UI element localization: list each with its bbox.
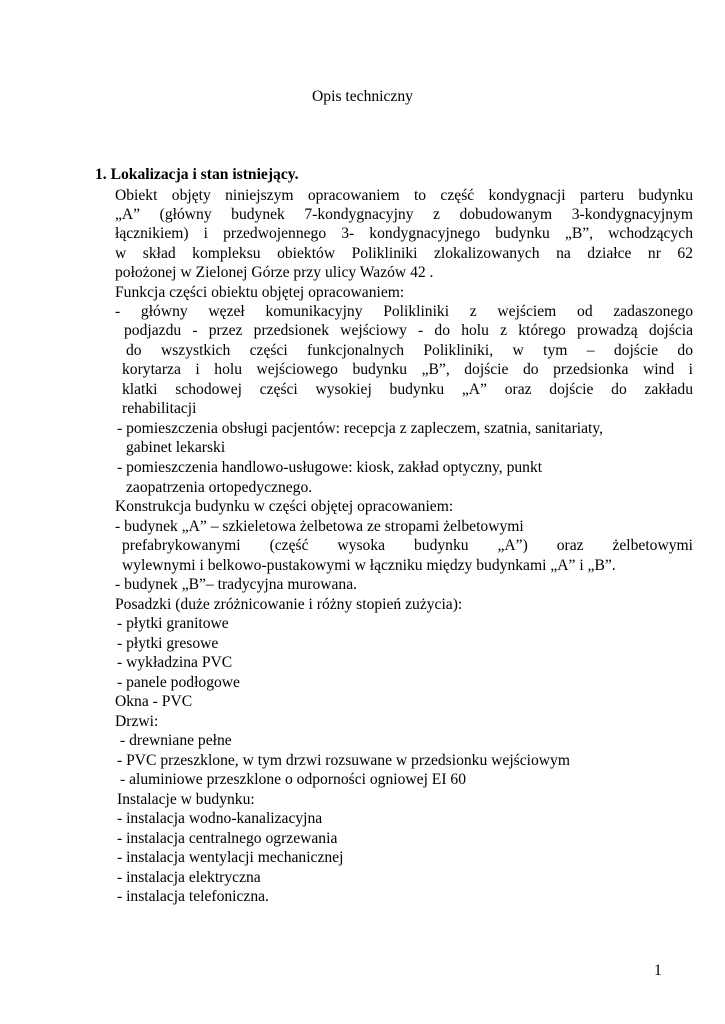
floor-item: - płytki granitowe (117, 615, 229, 632)
intro-line: łącznikiem) i przedwojennego 3- kondygnacyjnego budynku „B”, wchodzących (115, 225, 693, 242)
floor-item: - panele podłogowe (117, 674, 240, 691)
function-line: rehabilitacji (122, 400, 197, 417)
function-line: - pomieszczenia handlowo-usługowe: kiosk, zakład optyczny, punkt (117, 459, 543, 476)
construction-line: prefabrykowanymi (część wysoka budynku „A”) oraz żelbetowymi (122, 537, 693, 554)
installation-item: - instalacja elektryczna (117, 869, 261, 886)
intro-line: położonej w Zielonej Górze przy ulicy Wazów 42 . (115, 264, 434, 281)
construction-line: - budynek „B”– tradycyjna murowana. (115, 576, 358, 593)
door-item: - aluminiowe przeszklone o odporności ogniowej EI 60 (120, 771, 467, 788)
door-item: - PVC przeszklone, w tym drzwi rozsuwane w przedsionku wejściowym (117, 752, 570, 769)
function-line: - główny węzeł komunikacyjny Polikliniki z wejściem od zadaszonego (115, 303, 693, 320)
windows-line: Okna - PVC (115, 693, 193, 710)
function-line: podjazdu - przez przedsionek wejściowy - do holu z którego prowadzą dojścia (124, 322, 693, 339)
installation-item: - instalacja telefoniczna. (117, 888, 269, 905)
floor-item: - płytki gresowe (117, 635, 219, 652)
section-heading: 1. Lokalizacja i stan istniejący. (95, 166, 299, 183)
function-line: klatki schodowej części wysokiej budynku „A” oraz dojście do zakładu (122, 381, 693, 398)
installation-item: - instalacja wentylacji mechanicznej (117, 849, 344, 866)
installations-heading: Instalacje w budynku: (117, 791, 255, 808)
function-heading: Funkcja części obiektu objętej opracowaniem: (115, 284, 405, 301)
function-line: gabinet lekarski (126, 439, 226, 456)
function-line: do wszystkich części funkcjonalnych Polikliniki, w tym – dojście do (126, 342, 693, 359)
doors-heading: Drzwi: (115, 713, 159, 730)
construction-heading: Konstrukcja budynku w części objętej opracowaniem: (115, 498, 454, 515)
page-number: 1 (654, 962, 662, 979)
construction-line: wylewnymi i belkowo-pustakowymi w łączniku między budynkami „A” i „B”. (122, 557, 616, 574)
floors-heading: Posadzki (duże zróżnicowanie i różny stopień zużycia): (115, 596, 463, 613)
floor-item: - wykładzina PVC (117, 654, 233, 671)
intro-line: w skład kompleksu obiektów Polikliniki zlokalizowanych na działce nr 62 (115, 245, 693, 262)
function-line: korytarza i holu wejściowego budynku „B”, dojście do przedsionka wind i (122, 361, 693, 378)
intro-line: Obiekt objęty niniejszym opracowaniem to część kondygnacji parteru budynku (115, 187, 693, 204)
function-line: - pomieszczenia obsługi pacjentów: recepcja z zapleczem, szatnia, sanitariaty, (117, 420, 604, 437)
installation-item: - instalacja wodno-kanalizacyjna (117, 810, 323, 827)
construction-line: - budynek „A” – szkieletowa żelbetowa ze stropami żelbetowymi (115, 518, 524, 535)
door-item: - drewniane pełne (120, 732, 232, 749)
intro-line: „A” (główny budynek 7-kondygnacyjny z dobudowanym 3-kondygnacyjnym (115, 206, 693, 223)
installation-item: - instalacja centralnego ogrzewania (117, 830, 338, 847)
function-line: zaopatrzenia ortopedycznego. (126, 479, 313, 496)
document-title: Opis techniczny (312, 88, 413, 105)
